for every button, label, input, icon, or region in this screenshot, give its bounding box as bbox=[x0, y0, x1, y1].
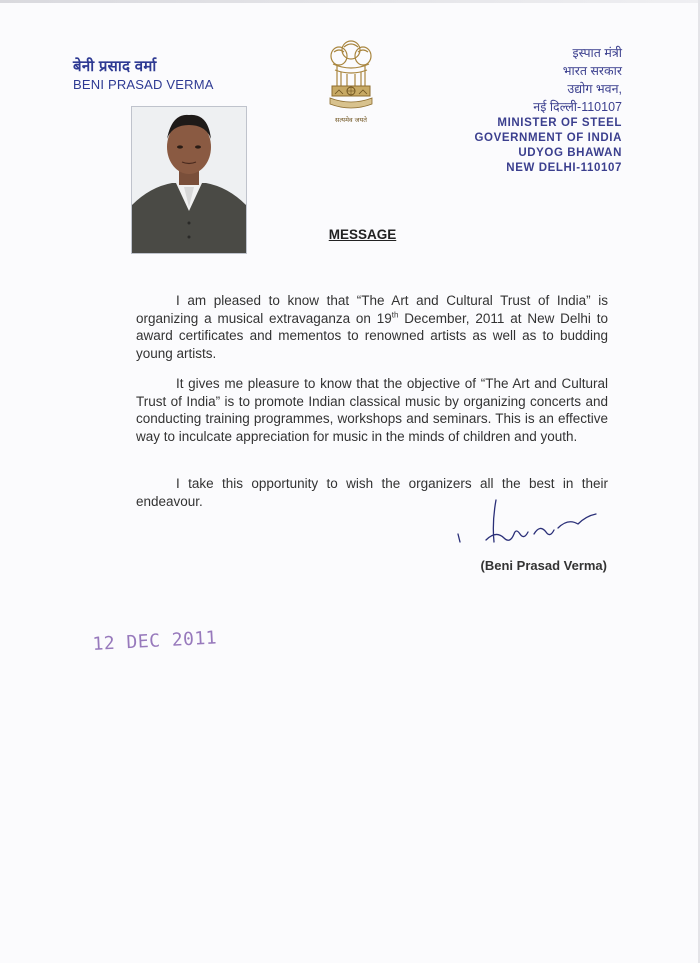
office-english-line-1: MINISTER OF STEEL bbox=[497, 117, 622, 129]
paragraph-2-text: It gives me pleasure to know that the objective of “The Art and Cultural Trust of India” is to promote Indian classical music by organizing concerts and conducting training programmes, workshops and seminars. This is an effective way to inculcate appreciation for music in the minds of children and youth. bbox=[136, 376, 608, 444]
emblem-motto: सत्यमेव जयते bbox=[335, 116, 367, 124]
message-paragraph-1 bbox=[136, 292, 608, 362]
sender-name-hindi: बेनी प्रसाद वर्मा bbox=[73, 58, 157, 75]
signatory-name: (Beni Prasad Verma) bbox=[480, 558, 607, 573]
office-english-line-4: NEW DELHI-110107 bbox=[506, 162, 622, 174]
paragraph-1-text-end: December, 2011 at New Delhi to award certificates and mementos to renowned artists as well as to budding young artists. bbox=[136, 310, 608, 361]
handwritten-signature bbox=[452, 494, 612, 552]
paragraph-1-text-start: I am pleased to know that “The Art and Cultural Trust of India” is organizing a musical extravaganza on 19 bbox=[136, 293, 608, 326]
message-heading: MESSAGE bbox=[328, 227, 397, 242]
office-hindi-line-2: भारत सरकार bbox=[562, 64, 622, 78]
message-paragraph-2 bbox=[136, 375, 608, 445]
date-stamp: 12 DEC 2011 bbox=[92, 627, 218, 655]
sender-name-block bbox=[73, 58, 214, 94]
office-hindi-line-4: नई दिल्ली-110107 bbox=[533, 100, 622, 114]
office-hindi-line-3: उद्योग भवन, bbox=[567, 82, 622, 96]
office-english-line-3: UDYOG BHAWAN bbox=[518, 147, 622, 159]
sender-name-english: BENI PRASAD VERMA bbox=[73, 77, 214, 92]
office-english-line-2: GOVERNMENT OF INDIA bbox=[474, 132, 622, 144]
page-edge bbox=[0, 0, 700, 3]
state-emblem-icon bbox=[325, 36, 377, 128]
ordinal-suffix: th bbox=[391, 310, 399, 320]
office-address bbox=[475, 44, 623, 176]
paragraph-3-text: I take this opportunity to wish the organizers all the best in their endeavour. bbox=[136, 476, 608, 509]
office-hindi-line-1: इस्पात मंत्री bbox=[572, 46, 622, 60]
